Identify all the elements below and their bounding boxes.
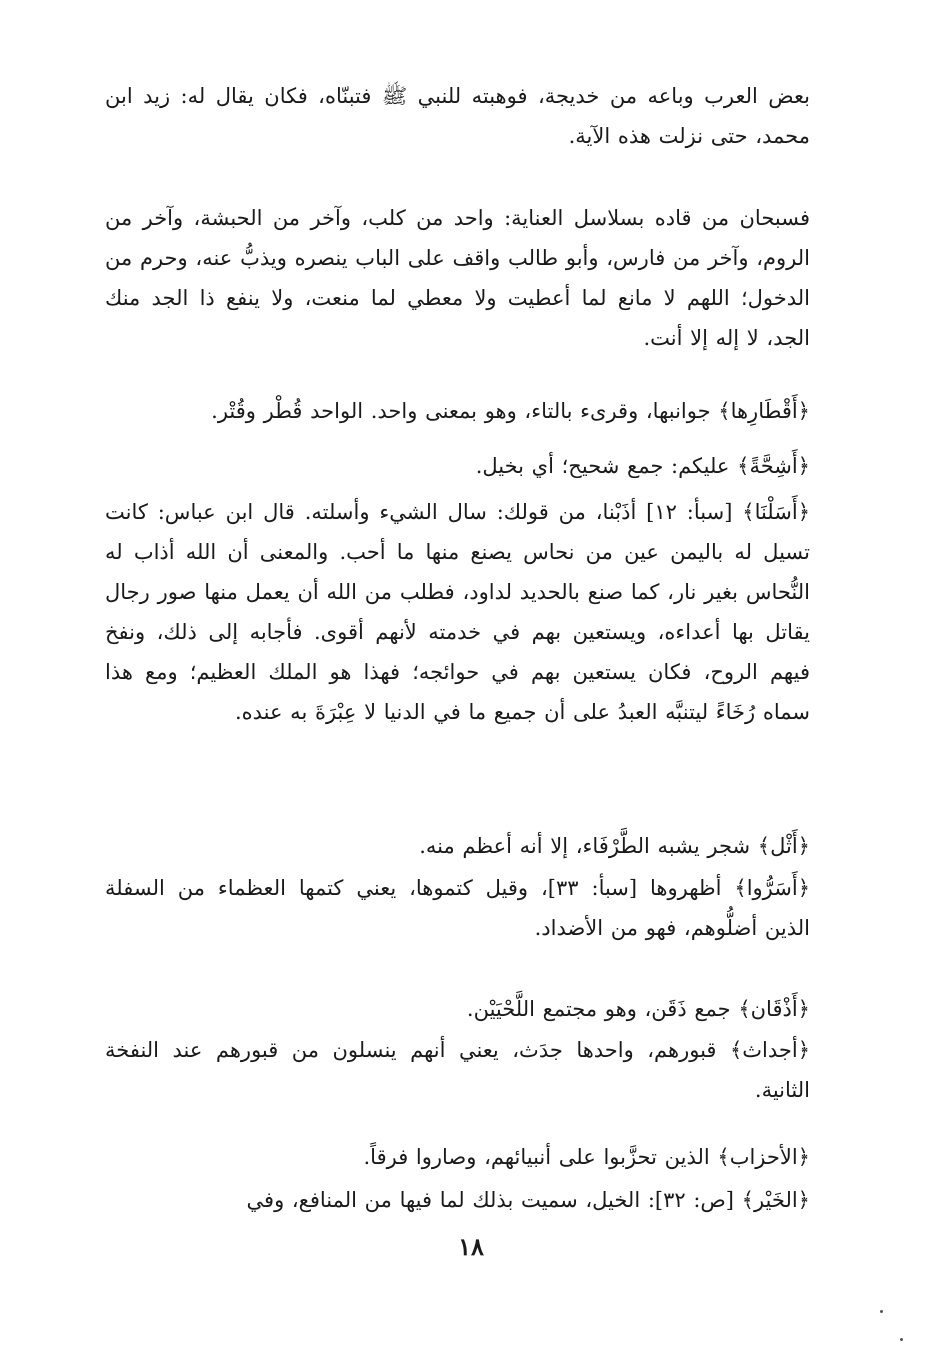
- page-number: ١٨: [458, 1232, 484, 1261]
- paragraph-ajdath: ﴿أجداث﴾ قبورهم، واحدها جدَث، يعني أنهم ينسلون من قبورهم عند النفخة الثانية.: [105, 1038, 810, 1102]
- paragraph-zayd: بعض العرب وباعه من خديجة، فوهبته للنبي ﷺ فتبنّاه، فكان يقال له: زيد ابن محمد، حتى نزلت هذه الآية.: [105, 84, 810, 148]
- paragraph-asalna: ﴿أَسَلْنَا﴾ [سبأ: ١٢] أذَبْنا، من قولك: سال الشيء وأسلته. قال ابن عباس: كانت تسيل له باليمن عين من نحاس يصنع منها ما أحب. والمعنى أن الله أذاب له النُّحاس بغير نار، كما صنع بالحديد لداود، فطلب من الله أن يعمل منها صور رجال يقاتل بها أعداءه، ويستعين بهم في خدمته لأنهم أقوى. فأجابه إلى ذلك، ونفخ فيهم الروح، فكان يستعين بهم في حوائجه؛ فهذا هو الملك العظيم؛ ومع هذا سماه رُخَاءً ليتنبَّه العبدُ على أن جميع ما في الدنيا لا عِبْرَةَ به عنده.: [105, 500, 810, 724]
- scan-speck: [900, 1338, 903, 1341]
- paragraph-ashihhatan: ﴿أَشِحَّةً﴾ عليكم: جمع شحيح؛ أي بخيل.: [475, 454, 810, 478]
- paragraph-ahzab: ﴿الأحزاب﴾ الذين تحزَّبوا على أنبيائهم، وصاروا فرقاً.: [363, 1145, 810, 1169]
- paragraph-glory: فسبحان من قاده بسلاسل العناية: واحد من كلب، وآخر من الحبشة، وآخر من الروم، وآخر من فارس، وأبو طالب واقف على الباب ينصره ويذبُّ عنه، وحرم من الدخول؛ اللهم لا مانع لما أعطيت ولا معطي لما منعت، ولا ينفع ذا الجد منك الجد، لا إله إلا أنت.: [105, 206, 810, 350]
- paragraph-khayr: ﴿الخَيْر﴾ [ص: ٣٢]: الخيل، سميت بذلك لما فيها من المنافع، وفي: [246, 1188, 810, 1212]
- paragraph-adhqan: ﴿أَذْقَان﴾ جمع ذَقَن، وهو مجتمع اللَّحْيَيْن.: [466, 997, 810, 1021]
- paragraph-asarru: ﴿أَسَرُّوا﴾ أظهروها [سبأ: ٣٣]، وقيل كتموها، يعني كتمها العظماء من السفلة الذين أضلُّوهم، فهو من الأضداد.: [105, 876, 811, 940]
- paragraph-athl: ﴿أَثْل﴾ شجر يشبه الطَّرْفَاء، إلا أنه أعظم منه.: [419, 834, 810, 858]
- scan-speck: [880, 1310, 883, 1313]
- paragraph-aqtariha: ﴿أَقْطَارِها﴾ جوانبها، وقرىء بالتاء، وهو بمعنى واحد. الواحد قُطْر وقُتْر.: [211, 399, 810, 423]
